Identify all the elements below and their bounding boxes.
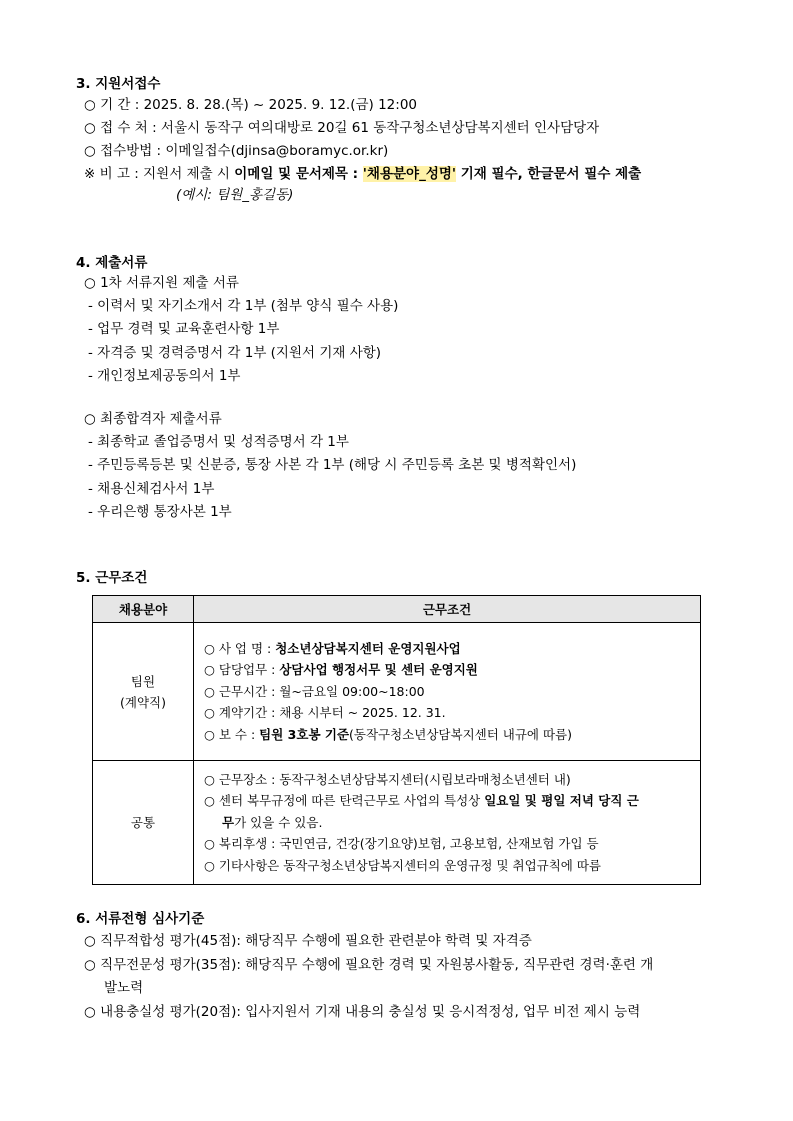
category-type: (계약직) [120,694,166,710]
group2-title: ○ 최종합격자 제출서류 [84,411,222,427]
note-pre: 지원서 제출 시 [143,166,235,182]
method-row [84,140,388,163]
condition-label: ○ 보 수 : [204,726,260,742]
condition-text: ○ 센터 복무규정에 따른 탄력근무로 사업의 특성상 [204,793,485,809]
note-bold-1: 이메일 및 문서제목 : [234,166,363,182]
criteria-list [84,930,653,1024]
criteria-item-continued: 발노력 [104,980,144,996]
place-value: 서울시 동작구 여의대방로 20길 61 동작구청소년상담복지센터 인사담당자 [160,120,600,136]
list-item: - 업무 경력 및 교육훈련사항 1부 [88,321,280,338]
note-highlight: '채용분야_성명' [362,166,457,182]
condition-line: ○ 복리후생 : 국민연금, 건강(장기요양)보험, 고용보험, 산재보험 가입 등 [204,836,599,852]
condition-bold: 무 [222,814,235,830]
table-header-row [93,596,701,623]
condition-line: ○ 기타사항은 동작구청소년상담복지센터의 운영규정 및 취업규칙에 따름 [204,857,601,873]
criteria-item: ○ 직무전문성 평가(35점): 해당직무 수행에 필요한 경력 및 자원봉사활동, 직무관련 경력·훈련 개 [84,956,654,973]
list-item: - 채용신체검사서 1부 [88,480,215,497]
section-5-title: 5. 근무조건 [76,570,148,586]
condition-label: ○ 담당업무 : [204,662,280,678]
condition-line [204,812,690,834]
condition-note: (동작구청소년상담복지센터 내규에 따름) [349,726,573,742]
condition-text: 가 있을 수 있음. [234,814,323,830]
condition-line: ○ 근무시간 : 월~금요일 09:00~18:00 [204,683,425,699]
category-cell-common: 공통 [93,761,194,885]
criteria-item: ○ 직무적합성 평가(45점): 해당직무 수행에 필요한 관련분야 학력 및 자격증 [84,933,532,949]
note-row [84,163,641,186]
condition-line [204,638,690,660]
group2-list [88,431,576,524]
condition-cell-team [194,623,701,761]
period-label: ○ 기 간 : [84,97,140,113]
header-condition: 근무조건 [194,596,701,623]
section-3-title: 3. 지원서접수 [76,76,161,92]
condition-label: ○ 사 업 명 : [204,640,276,656]
list-item: - 최종학교 졸업증명서 및 성적증명서 각 1부 [88,434,349,450]
place-row [84,117,599,140]
condition-value: 청소년상담복지센터 운영지원사업 [275,640,461,656]
criteria-item: ○ 내용충실성 평가(20점): 입사지원서 기재 내용의 충실성 및 응시적정성, 업무 비전 제시 능력 [84,1003,641,1020]
list-item: - 우리은행 통장사본 1부 [88,503,232,520]
note-example: (예시: 팀원_홍길동) [176,187,294,203]
section-6-title: 6. 서류전형 심사기준 [76,911,205,927]
conditions-table [92,595,701,885]
condition-line: ○ 근무장소 : 동작구청소년상담복지센터(시립보라매청소년센터 내) [204,771,571,787]
method-label: ○ 접수방법 : [84,143,162,159]
condition-line [204,724,690,746]
note-bold-2: 기재 필수, 한글문서 필수 제출 [456,166,642,182]
note-label: ※ 비 고 : [84,166,139,182]
category-cell-team [93,623,194,761]
condition-line [204,790,690,812]
period-value: 2025. 8. 28.(목) ~ 2025. 9. 12.(금) 12:00 [143,97,417,113]
list-item: - 개인정보제공동의서 1부 [88,367,241,384]
group1-title: ○ 1차 서류지원 제출 서류 [84,275,239,291]
condition-cell-common [194,761,701,885]
category-name: 팀원 [130,673,156,689]
table-row [93,761,701,885]
list-item: - 자격증 및 경력증명서 각 1부 (지원서 기재 사항) [88,344,382,361]
condition-bold: 일요일 및 평일 저녁 당직 근 [484,793,639,809]
table-row [93,623,701,761]
condition-value: 팀원 3호봉 기준 [259,726,350,742]
condition-value: 상담사업 행정서무 및 센터 운영지원 [279,662,478,678]
condition-line [204,659,690,681]
list-item: - 주민등록등본 및 신분증, 통장 사본 각 1부 (해당 시 주민등록 초본 및 병적확인서) [88,457,577,474]
list-item: - 이력서 및 자기소개서 각 1부 (첨부 양식 필수 사용) [88,298,399,314]
group1-list [88,295,398,388]
section-4-title: 4. 제출서류 [76,255,148,271]
place-label: ○ 접 수 처 : [84,120,157,136]
period-row [84,94,417,117]
method-value: 이메일접수(djinsa@boramyc.or.kr) [165,143,389,159]
condition-line: ○ 계약기간 : 채용 시부터 ~ 2025. 12. 31. [204,705,446,721]
header-category: 채용분야 [93,596,194,623]
